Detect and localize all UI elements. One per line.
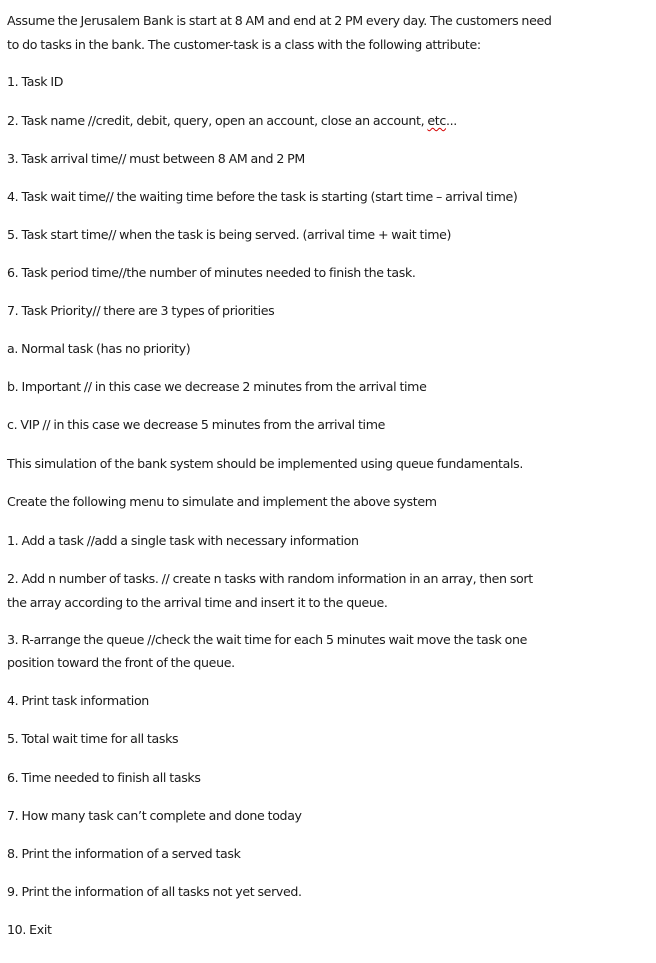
attribute-priority: 7. Task Priority// there are 3 types of priorities <box>7 303 275 318</box>
menu-item-exit: 10. Exit <box>7 922 52 937</box>
menu-item-incomplete-count: 7. How many task can’t complete and done today <box>7 808 302 823</box>
priority-normal: a. Normal task (has no priority) <box>7 341 191 356</box>
attribute-arrival-time: 3. Task arrival time// must between 8 AM and 2 PM <box>7 151 305 166</box>
menu-intro: Create the following menu to simulate and implement the above system <box>7 494 437 509</box>
priority-vip: c. VIP // in this case we decrease 5 minutes from the arrival time <box>7 417 386 432</box>
menu-item-time-needed: 6. Time needed to finish all tasks <box>7 770 201 785</box>
simulation-note: This simulation of the bank system should be implemented using queue fundamentals. <box>7 456 523 471</box>
menu-item-add-n-tasks: 2. Add n number of tasks. // create n tasks with random information in an array, then sort <box>7 571 533 586</box>
intro-line-2: to do tasks in the bank. The customer-task is a class with the following attribute: <box>7 37 481 52</box>
attribute-task-name <box>7 112 647 129</box>
attribute-period-time: 6. Task period time//the number of minutes needed to finish the task. <box>7 265 416 280</box>
menu-item-add-n-tasks-cont: the array according to the arrival time and insert it to the queue. <box>7 595 388 610</box>
menu-item-add-task: 1. Add a task //add a single task with necessary information <box>7 533 359 548</box>
attribute-start-time: 5. Task start time// when the task is being served. (arrival time + wait time) <box>7 227 452 242</box>
menu-item-total-wait: 5. Total wait time for all tasks <box>7 731 179 746</box>
menu-item-rearrange-queue-cont: position toward the front of the queue. <box>7 655 235 670</box>
intro-line-1: Assume the Jerusalem Bank is start at 8 AM and end at 2 PM every day. The customers need <box>7 13 552 28</box>
misspelled-word: etc <box>427 113 446 128</box>
attribute-task-id: 1. Task ID <box>7 74 64 89</box>
attribute-task-name-tail: ... <box>445 113 457 128</box>
priority-important: b. Important // in this case we decrease 2 minutes from the arrival time <box>7 379 427 394</box>
menu-item-print-not-served: 9. Print the information of all tasks not yet served. <box>7 884 302 899</box>
menu-item-rearrange-queue: 3. R-arrange the queue //check the wait time for each 5 minutes wait move the task one <box>7 632 528 647</box>
attribute-wait-time: 4. Task wait time// the waiting time before the task is starting (start time – arrival time) <box>7 189 518 204</box>
menu-item-print-task: 4. Print task information <box>7 693 149 708</box>
menu-item-print-served: 8. Print the information of a served task <box>7 846 241 861</box>
attribute-task-name-text: 2. Task name //credit, debit, query, open an account, close an account, <box>7 113 428 128</box>
